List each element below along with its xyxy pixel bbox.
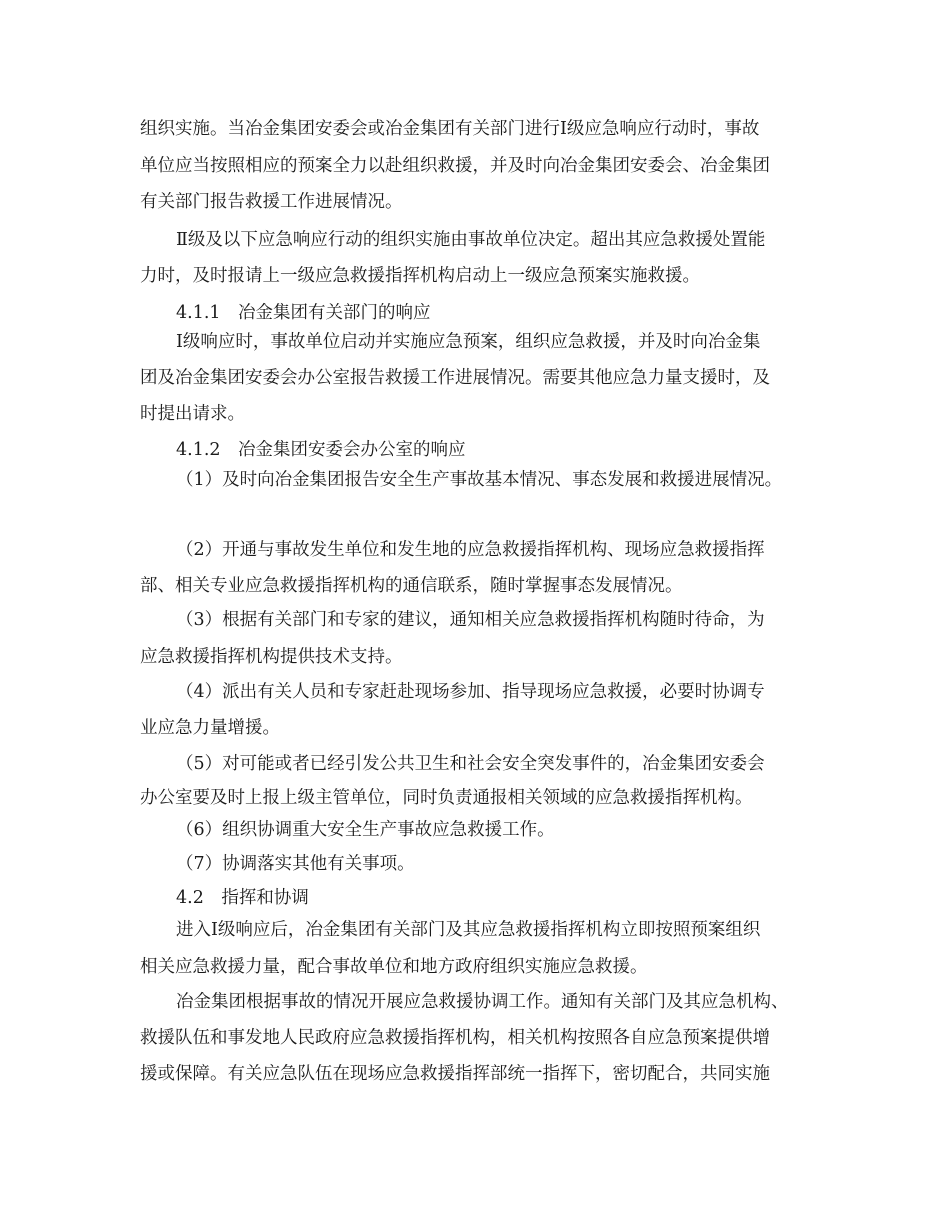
text-line: 应急救援指挥机构提供技术支持。 [140,647,403,667]
text-line: Ⅰ级响应时，事故单位启动并实施应急预案，组织应急救援，并及时向冶金集 [176,332,761,352]
text-line: 办公室要及时上报上级主管单位，同时负责通报相关领域的应急救援指挥机构。 [140,788,753,808]
text-line: 援或保障。有关应急队伍在现场应急救援指挥部统一指挥下，密切配合，共同实施 [140,1064,770,1084]
list-item: （5）对可能或者已经引发公共卫生和社会安全突发事件的，冶金集团安委会 [176,754,765,774]
list-item: （1）及时向冶金集团报告安全生产事故基本情况、事态发展和救援进展情况。 [176,470,783,490]
text-line: 时提出请求。 [140,404,245,424]
list-item: （3）根据有关部门和专家的建议，通知相关应急救援指挥机构随时待命，为 [176,610,765,630]
text-line: 部、相关专业应急救援指挥机构的通信联系，随时掌握事态发展情况。 [140,576,683,596]
section-heading: 4.2 指挥和协调 [176,888,309,908]
text-line: 单位应当按照相应的预案全力以赴组织救援，并及时向冶金集团安委会、冶金集团 [140,156,770,176]
section-heading: 4.1.2 冶金集团安委会办公室的响应 [176,440,466,460]
text-line: Ⅱ级及以下应急响应行动的组织实施由事故单位决定。超出其应急救援处置能 [176,230,766,250]
list-item: （7）协调落实其他有关事项。 [176,854,415,874]
text-line: 有关部门报告救援工作进展情况。 [140,192,403,212]
text-line: 冶金集团根据事故的情况开展应急救援协调工作。通知有关部门及其应急机构、 [176,992,789,1012]
section-heading: 4.1.1 冶金集团有关部门的响应 [176,303,431,323]
text-line: 救援队伍和事发地人民政府应急救援指挥机构，相关机构按照各自应急预案提供增 [140,1028,770,1048]
text-line: 团及冶金集团安委会办公室报告救援工作进展情况。需要其他应急力量支援时，及 [140,368,770,388]
list-item: （4）派出有关人员和专家赶赴现场参加、指导现场应急救援，必要时协调专 [176,682,765,702]
text-line: 相关应急救援力量，配合事故单位和地方政府组织实施应急救援。 [140,957,648,977]
list-item: （6）组织协调重大安全生产事故应急救援工作。 [176,820,555,840]
text-line: 组织实施。当冶金集团安委会或冶金集团有关部门进行Ⅰ级应急响应行动时，事故 [140,119,760,139]
text-line: 力时，及时报请上一级应急救援指挥机构启动上一级应急预案实施救援。 [140,266,700,286]
list-item: （2）开通与事故发生单位和发生地的应急救援指挥机构、现场应急救援指挥 [176,540,765,560]
text-line: 进入Ⅰ级响应后，冶金集团有关部门及其应急救援指挥机构立即按照预案组织 [176,920,761,940]
text-line: 业应急力量增援。 [140,718,280,738]
